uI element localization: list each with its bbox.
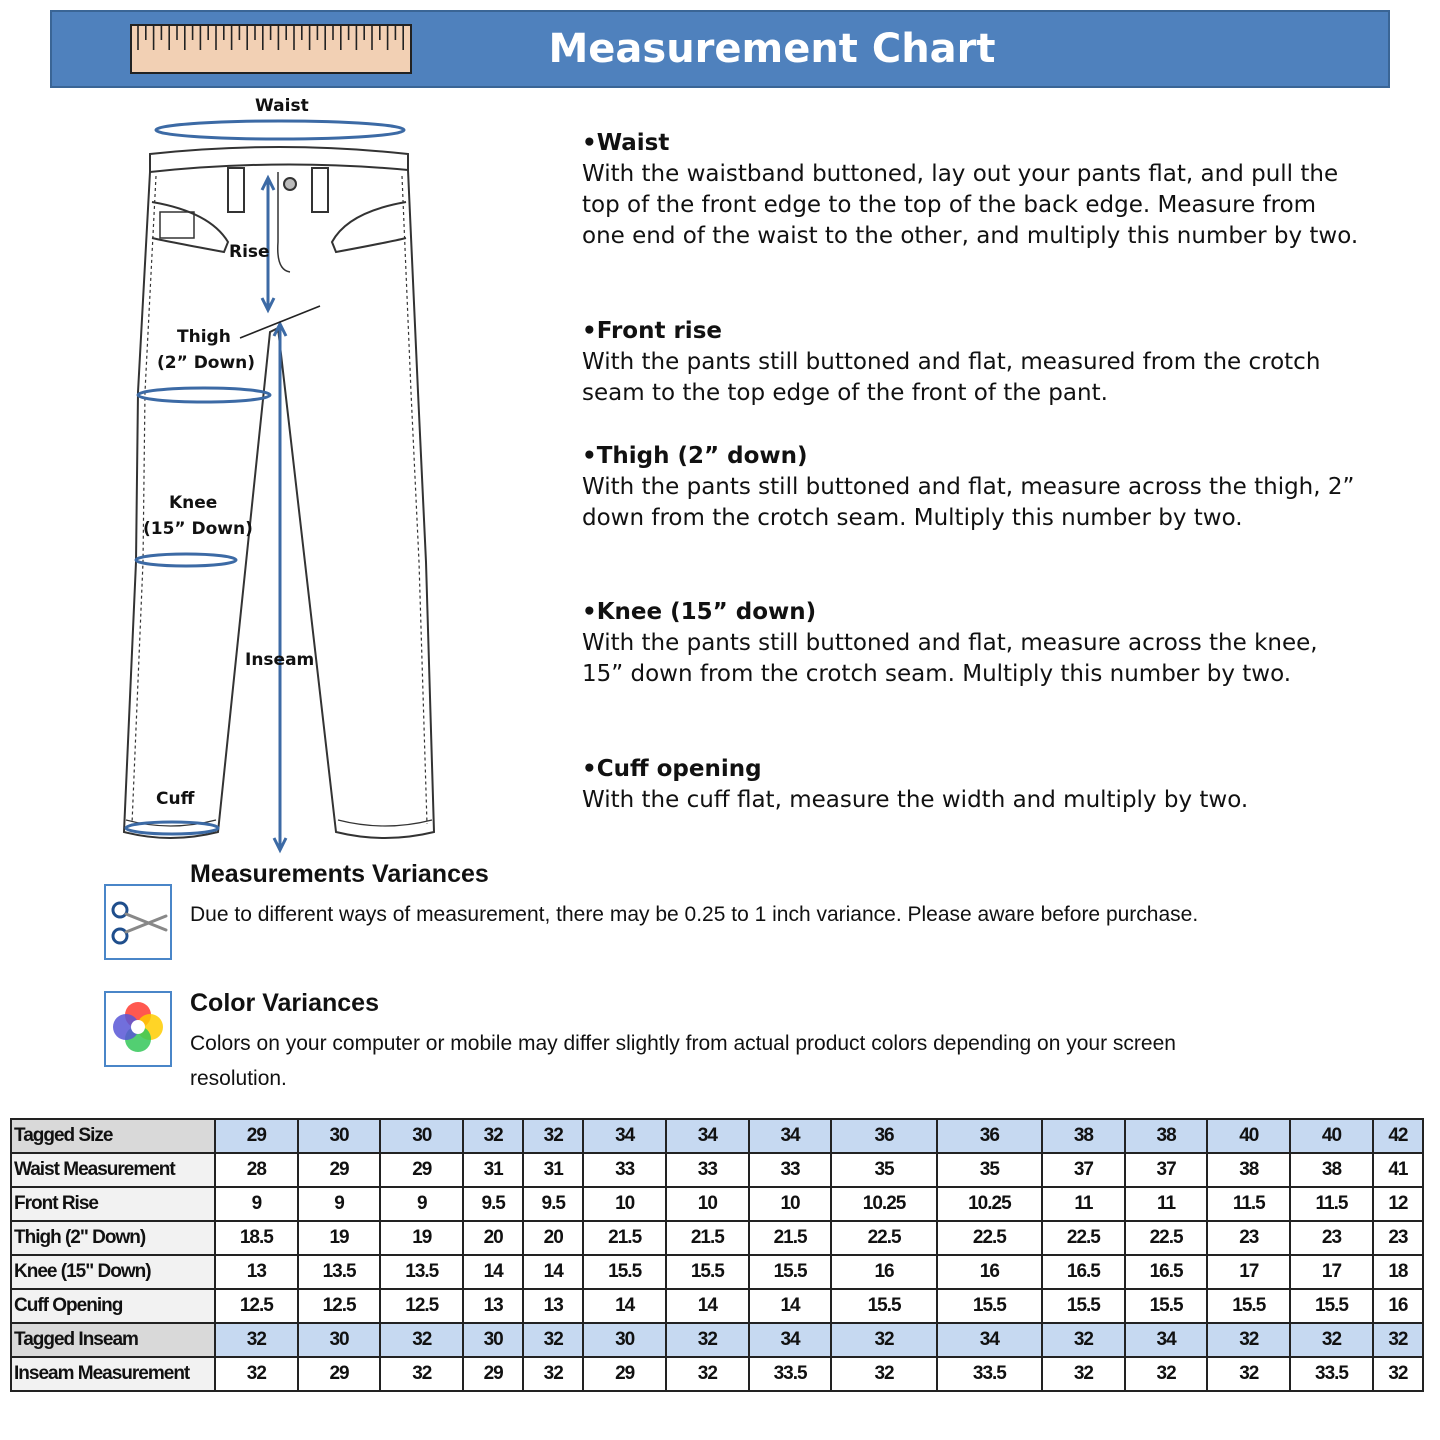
table-cell: 32 xyxy=(380,1357,463,1391)
table-cell: 13 xyxy=(523,1289,583,1323)
instruction-thigh xyxy=(582,441,1362,534)
table-cell: 32 xyxy=(1042,1357,1125,1391)
table-cell: 20 xyxy=(463,1221,523,1255)
table-row xyxy=(11,1187,1423,1221)
table-cell: 35 xyxy=(937,1153,1042,1187)
table-cell: 36 xyxy=(831,1119,936,1153)
row-label: Thigh (2" Down) xyxy=(11,1221,215,1255)
table-cell: 29 xyxy=(215,1119,298,1153)
table-cell: 11 xyxy=(1042,1187,1125,1221)
table-row xyxy=(11,1323,1423,1357)
table-cell: 17 xyxy=(1290,1255,1373,1289)
table-cell: 28 xyxy=(215,1153,298,1187)
table-row xyxy=(11,1357,1423,1391)
table-cell: 18 xyxy=(1373,1255,1423,1289)
instruction-text: With the pants still buttoned and flat, measured from the crotch seam to the top edge of the front of the pant. xyxy=(582,349,1321,406)
table-cell: 18.5 xyxy=(215,1221,298,1255)
table-row xyxy=(11,1153,1423,1187)
table-cell: 10 xyxy=(583,1187,666,1221)
table-cell: 34 xyxy=(749,1119,832,1153)
table-cell: 13.5 xyxy=(298,1255,381,1289)
table-cell: 30 xyxy=(583,1323,666,1357)
row-label: Inseam Measurement xyxy=(11,1357,215,1391)
table-cell: 13 xyxy=(215,1255,298,1289)
label-knee: Knee xyxy=(169,493,218,513)
table-cell: 31 xyxy=(463,1153,523,1187)
table-cell: 32 xyxy=(1042,1323,1125,1357)
row-label: Tagged Size xyxy=(11,1119,215,1153)
table-cell: 34 xyxy=(1125,1323,1208,1357)
table-cell: 11.5 xyxy=(1207,1187,1290,1221)
table-cell: 32 xyxy=(1373,1357,1423,1391)
table-cell: 12.5 xyxy=(380,1289,463,1323)
table-cell: 32 xyxy=(666,1323,749,1357)
table-cell: 40 xyxy=(1207,1119,1290,1153)
table-cell: 32 xyxy=(831,1357,936,1391)
instruction-front-rise xyxy=(582,316,1362,409)
table-cell: 32 xyxy=(1207,1357,1290,1391)
table-row xyxy=(11,1221,1423,1255)
table-cell: 15.5 xyxy=(1042,1289,1125,1323)
table-cell: 38 xyxy=(1125,1119,1208,1153)
table-cell: 10 xyxy=(666,1187,749,1221)
instruction-text: With the waistband buttoned, lay out your pants flat, and pull the top of the front edge to the top of the back edge. Measure from one end of the waist to the other, and multiply this number by two. xyxy=(582,161,1359,249)
table-cell: 38 xyxy=(1290,1153,1373,1187)
table-row xyxy=(11,1289,1423,1323)
measurement-variance-title: Measurements Variances xyxy=(190,860,489,888)
table-cell: 20 xyxy=(523,1221,583,1255)
row-label: Knee (15" Down) xyxy=(11,1255,215,1289)
measurement-variance-text: Due to different ways of measurement, there may be 0.25 to 1 inch variance. Please aware before purchase. xyxy=(190,903,1199,926)
table-cell: 32 xyxy=(523,1119,583,1153)
instruction-heading: •Waist xyxy=(582,130,670,156)
table-cell: 33 xyxy=(749,1153,832,1187)
table-cell: 38 xyxy=(1042,1119,1125,1153)
instruction-text: With the cuff flat, measure the width and multiply by two. xyxy=(582,787,1249,813)
table-cell: 19 xyxy=(380,1221,463,1255)
label-thigh-sub: (2” Down) xyxy=(157,353,256,373)
label-waist: Waist xyxy=(255,96,309,116)
table-cell: 34 xyxy=(937,1323,1042,1357)
table-cell: 9.5 xyxy=(463,1187,523,1221)
table-cell: 14 xyxy=(583,1289,666,1323)
table-cell: 15.5 xyxy=(1290,1289,1373,1323)
table-cell: 9 xyxy=(298,1187,381,1221)
table-cell: 29 xyxy=(380,1153,463,1187)
table-cell: 15.5 xyxy=(749,1255,832,1289)
table-cell: 29 xyxy=(298,1153,381,1187)
table-cell: 11 xyxy=(1125,1187,1208,1221)
ruler-icon xyxy=(130,24,412,74)
color-variance-title: Color Variances xyxy=(190,989,379,1017)
label-thigh: Thigh xyxy=(177,327,231,347)
table-cell: 12.5 xyxy=(298,1289,381,1323)
table-cell: 10.25 xyxy=(937,1187,1042,1221)
table-cell: 21.5 xyxy=(749,1221,832,1255)
table-cell: 32 xyxy=(1290,1323,1373,1357)
table-row xyxy=(11,1255,1423,1289)
table-cell: 40 xyxy=(1290,1119,1373,1153)
table-cell: 34 xyxy=(749,1323,832,1357)
table-cell: 30 xyxy=(298,1119,381,1153)
table-cell: 36 xyxy=(937,1119,1042,1153)
table-cell: 15.5 xyxy=(1125,1289,1208,1323)
table-cell: 32 xyxy=(1373,1323,1423,1357)
table-cell: 37 xyxy=(1042,1153,1125,1187)
table-cell: 13.5 xyxy=(380,1255,463,1289)
table-cell: 32 xyxy=(1207,1323,1290,1357)
instruction-waist xyxy=(582,128,1362,252)
table-cell: 34 xyxy=(666,1119,749,1153)
table-cell: 12 xyxy=(1373,1187,1423,1221)
table-cell: 30 xyxy=(298,1323,381,1357)
table-cell: 16 xyxy=(1373,1289,1423,1323)
table-cell: 29 xyxy=(298,1357,381,1391)
table-cell: 11.5 xyxy=(1290,1187,1373,1221)
table-cell: 32 xyxy=(523,1357,583,1391)
table-cell: 32 xyxy=(380,1323,463,1357)
row-label: Cuff Opening xyxy=(11,1289,215,1323)
label-rise: Rise xyxy=(229,242,270,262)
table-cell: 33.5 xyxy=(1290,1357,1373,1391)
table-cell: 32 xyxy=(1125,1357,1208,1391)
table-cell: 9 xyxy=(380,1187,463,1221)
table-cell: 30 xyxy=(380,1119,463,1153)
instruction-heading: •Cuff opening xyxy=(582,756,762,782)
table-cell: 23 xyxy=(1373,1221,1423,1255)
table-cell: 23 xyxy=(1207,1221,1290,1255)
table-cell: 14 xyxy=(749,1289,832,1323)
row-label: Tagged Inseam xyxy=(11,1323,215,1357)
table-cell: 16.5 xyxy=(1042,1255,1125,1289)
table-cell: 21.5 xyxy=(666,1221,749,1255)
table-cell: 16 xyxy=(937,1255,1042,1289)
table-cell: 42 xyxy=(1373,1119,1423,1153)
table-cell: 34 xyxy=(583,1119,666,1153)
table-cell: 14 xyxy=(666,1289,749,1323)
header-banner xyxy=(50,10,1390,88)
table-cell: 16 xyxy=(831,1255,936,1289)
table-cell: 41 xyxy=(1373,1153,1423,1187)
table-cell: 22.5 xyxy=(831,1221,936,1255)
table-cell: 17 xyxy=(1207,1255,1290,1289)
table-cell: 16.5 xyxy=(1125,1255,1208,1289)
row-label: Waist Measurement xyxy=(11,1153,215,1187)
table-cell: 15.5 xyxy=(937,1289,1042,1323)
pants-diagram xyxy=(100,92,460,866)
table-cell: 19 xyxy=(298,1221,381,1255)
table-cell: 10 xyxy=(749,1187,832,1221)
table-cell: 32 xyxy=(215,1323,298,1357)
table-cell: 14 xyxy=(463,1255,523,1289)
table-cell: 32 xyxy=(463,1119,523,1153)
table-cell: 29 xyxy=(583,1357,666,1391)
row-label: Front Rise xyxy=(11,1187,215,1221)
table-cell: 15.5 xyxy=(583,1255,666,1289)
table-cell: 33 xyxy=(583,1153,666,1187)
instruction-text: With the pants still buttoned and flat, measure across the thigh, 2” down from the crotch seam. Multiply this number by two. xyxy=(582,474,1355,531)
table-cell: 32 xyxy=(831,1323,936,1357)
table-cell: 13 xyxy=(463,1289,523,1323)
table-cell: 9 xyxy=(215,1187,298,1221)
color-variance-text: Colors on your computer or mobile may differ slightly from actual product colors depending on your screen resolution. xyxy=(190,1032,1176,1090)
page-title: Measurement Chart xyxy=(548,26,996,72)
table-cell: 38 xyxy=(1207,1153,1290,1187)
instruction-knee xyxy=(582,597,1362,690)
label-cuff: Cuff xyxy=(156,789,195,809)
table-cell: 15.5 xyxy=(666,1255,749,1289)
table-cell: 14 xyxy=(523,1255,583,1289)
instruction-cuff xyxy=(582,754,1362,816)
table-cell: 15.5 xyxy=(1207,1289,1290,1323)
table-cell: 29 xyxy=(463,1357,523,1391)
size-table xyxy=(10,1118,1424,1392)
table-cell: 37 xyxy=(1125,1153,1208,1187)
table-cell: 32 xyxy=(523,1323,583,1357)
instruction-heading: •Thigh (2” down) xyxy=(582,443,808,469)
label-inseam: Inseam xyxy=(245,650,315,670)
table-cell: 32 xyxy=(215,1357,298,1391)
table-cell: 33.5 xyxy=(937,1357,1042,1391)
table-cell: 35 xyxy=(831,1153,936,1187)
instruction-text: With the pants still buttoned and flat, measure across the knee, 15” down from the crotch seam. Multiply this number by two. xyxy=(582,630,1318,687)
table-row xyxy=(11,1119,1423,1153)
table-cell: 30 xyxy=(463,1323,523,1357)
table-cell: 9.5 xyxy=(523,1187,583,1221)
instruction-heading: •Front rise xyxy=(582,318,722,344)
table-cell: 31 xyxy=(523,1153,583,1187)
instruction-heading: •Knee (15” down) xyxy=(582,599,817,625)
scissors-icon xyxy=(104,884,172,960)
table-cell: 33.5 xyxy=(749,1357,832,1391)
table-cell: 23 xyxy=(1290,1221,1373,1255)
table-cell: 21.5 xyxy=(583,1221,666,1255)
table-cell: 12.5 xyxy=(215,1289,298,1323)
table-cell: 10.25 xyxy=(831,1187,936,1221)
table-cell: 32 xyxy=(666,1357,749,1391)
table-cell: 33 xyxy=(666,1153,749,1187)
table-cell: 15.5 xyxy=(831,1289,936,1323)
table-cell: 22.5 xyxy=(1042,1221,1125,1255)
table-cell: 22.5 xyxy=(1125,1221,1208,1255)
table-cell: 22.5 xyxy=(937,1221,1042,1255)
label-knee-sub: (15” Down) xyxy=(143,519,253,539)
color-wheel-icon xyxy=(104,991,172,1067)
